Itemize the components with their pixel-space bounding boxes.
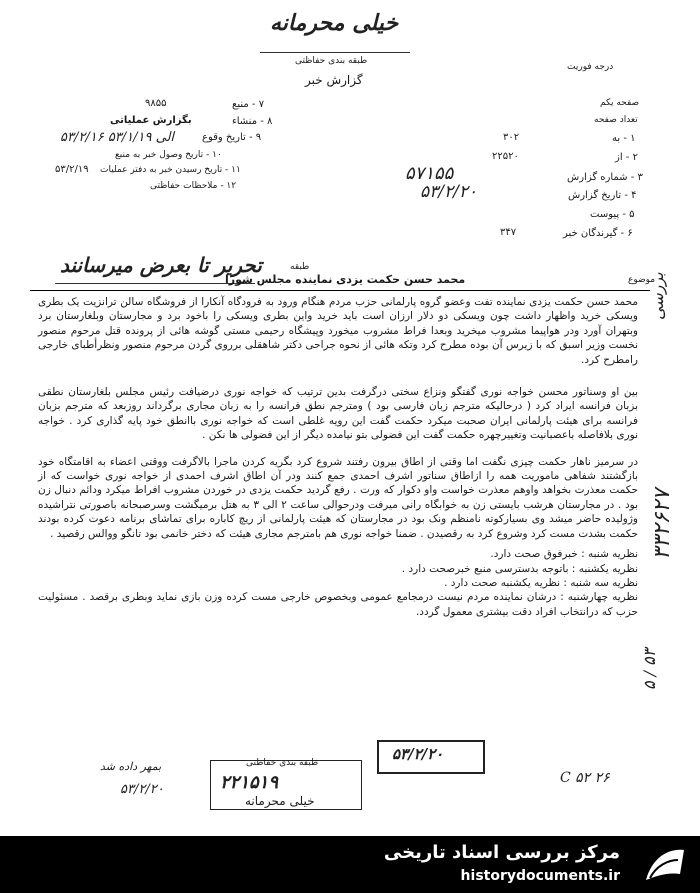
margin-note-3: ۵ / ۵۳ [640, 648, 659, 690]
margin-note-2: ۳۳۲۶۲۷ [650, 489, 675, 560]
watermark-url: historydocuments.ir [460, 868, 620, 884]
recipients-label: ۶ - گیرندگان خبر [563, 228, 633, 239]
report-title: گزارش خبر [305, 73, 363, 87]
opinion-3: نظریه سه شنبه : نظریه یکشنبه صحت دارد . [444, 576, 638, 589]
origin-label: ۸ - منشاء [232, 116, 273, 127]
from-label: ۲ - از [615, 152, 638, 163]
opinion-1: نظریه شنبه : خبرفوق صحت دارد. [490, 548, 638, 561]
report-date-label: ۴ - تاریخ گزارش [568, 190, 637, 201]
opinion-4: نظریه چهارشنبه : درشان نماینده مردم نیست درمجامع عمومی وبخصوص خارجی مست کرده وزن بازی نماید وبطری برقصد . مسئولیت حزب که درانتخاب افراد دقت بیشتری معمول گردد. [38, 591, 638, 618]
priority-label: درجه فوریت [567, 62, 614, 72]
from-value: ۲۲۵۲۰ [492, 151, 519, 162]
stamp-date: ۵۳/۲/۲۰ [392, 745, 444, 763]
watermark-footer [0, 836, 700, 893]
source-value: ۹۸۵۵ [145, 98, 167, 109]
category-label: طبقه بندی حفاظتی [295, 56, 368, 66]
to-label: ۱ - به [612, 133, 636, 144]
handwritten-note: تحریر تا بعرض میرسانند [60, 253, 262, 277]
book-logo-icon [638, 840, 690, 890]
paragraph-1: محمد حسن حکمت یزدی نماینده تفت وعضو گروه پارلمانی حزب مردم هنگام ورود به فرودگاه آنکارا از فروشگاه سالن ترانزیت یک بطری ویسکی خرید واظهار داشت چون ویسکی دو دلار ارزان است باید خرید واین بطری ویسکی را باخود برد و مجارستان وبلغارستان برد وبتهران آورد ودر هواپیما مشروب میخرید وبعدا فراط مشروب میخورد وپیشگاه رحیمی مستی گوشه هائی از پرونده قتل مرحوم منصور نخست وزیر اسبق که با زیرس آن بوده مطرح کرد وتکه هائی از نحوه جراحی دکتر شاهقلی برروی گردن مرحوم منصور ونظرأطبای خارجی رامطرح کرد. [38, 296, 638, 366]
report-no-value: ۵۷۱۵۵ [405, 163, 454, 184]
recipients-value: ۳۴۷ [500, 227, 517, 238]
stamp-classification: خیلی محرمانه [245, 794, 315, 808]
watermark-org: مرکز بررسی اسناد تاریخی [383, 842, 620, 863]
signature-note: بمهر داده شد [100, 760, 162, 773]
event-date-value: ۵۳/۲/۱۶ الی ۵۳/۱/۱۹ [60, 130, 175, 145]
paragraph-2: بین او وسناتور محسن خواجه نوری گفتگو ونزاع سختی درگرفت بدین ترتیب که خواجه نوری درضیافت رئیس مجلس بلغارستان نطقی بزبان فرانسه ایراد کرد ( درحالیکه مترجم زبان فارسی بود ) ومترجم نطق فرانسه را به زبان مجاری برگرداند روزبعد که مترجم بزبان فرانسه برای هیئت پارلمانی ایران صحبت میکرد حکمت گفت این رویه غلطی است که خواجه نوری باانطق خود پایه گذاری کرد . خواجه نوری بلافاصله باعصبانیت وتغییرچهره حکمت گفت این فضولی بتو نیامده دیگر از این فضولی ها نکن . [38, 386, 638, 442]
opinion-2: نظریه یکشنبه : باتوجه بدسترسی منبع خبرصحت دارد . [401, 562, 638, 575]
delivered-value: ۵۳/۲/۱۹ [55, 164, 89, 175]
event-date-label: ۹ - تاریخ وقوع [202, 132, 262, 143]
stamp-category: طبقه بندی حفاظتی [246, 758, 319, 768]
subject-label: موضوع [628, 275, 656, 285]
report-body [38, 295, 638, 619]
stamp-note: طبقه [290, 262, 310, 272]
notes-label: ۱۲ - ملاحظات حفاظتی [150, 181, 237, 191]
signature-date: ۵۳/۲/۲۰ [120, 782, 164, 797]
margin-note-1: بررسی [648, 272, 667, 320]
stamp-number: ۲۲۱۵۱۹ [220, 772, 279, 793]
paragraph-3: در سرمیز ناهار حکمت چیزی نگفت اما وقتی از اطاق بیرون رفتند شروع کرد بگریه کردن ماجرا بالاگرفت ووقتی اعضاء به اقامتگاه خود بازگشتند شفاهی ماموریت همه را ازاطاق سناتور اشرف احمدی جمع کنند ودر آن اطاق اشرف احمدی از خواجه نوری خواست که از حکمت معذرت بخواهد واوهم معذرت خواست واو دکوار که ورت . رفع گردید حکمت یزدی در خوردن مشروب افراط میکرد ودائم دنبال زن بود . در مجارستان هرشب بایستی زن به خوابگاه رانی میرفت ودرحوالی ساعت ۲ الی ۳ به هتل برمیگشت وسرصبحانه باصورتی نتراشیده وژولیده حاضر میشد وی بسیارکوته نامنظم ونک بود در مجارستان که هیئت پارلمانی از ریچ کاباره برای تماشای برنامه دعوت کرده بودند حکمت بشدت مست کرد وشروع کرد به رقصیدن . ضمنا خواجه نوری هم بامترجم مجاری هیئت که دختر خانمی بود تانگو ووالس رقصید . [38, 455, 639, 540]
attachment-label: ۵ - پیوست [590, 209, 635, 220]
report-date-value: ۵۳/۲/۲۰ [420, 182, 478, 202]
to-value: ۳۰۲ [503, 132, 520, 143]
page-count-label: تعداد صفحه [594, 115, 638, 125]
stamp-small: C ۵۲ ۲۶ [560, 770, 610, 786]
source-label: ۷ - منبع [232, 99, 265, 110]
report-no-label: ۳ - شماره گزارش [567, 172, 643, 183]
received-label: ۱۰ - تاریخ وصول خبر به منبع [115, 150, 222, 160]
delivered-label: ۱۱ - تاریخ رسیدن خبر به دفتر عملیات [100, 165, 241, 175]
classification-heading: خیلی محرمانه [270, 10, 399, 36]
origin-value: بگزارش عملیاتی [110, 115, 192, 126]
page-from-label: صفحه یکم [600, 98, 640, 108]
subject-value: محمد حسن حکمت یزدی نماینده مجلس شورا [225, 273, 466, 286]
